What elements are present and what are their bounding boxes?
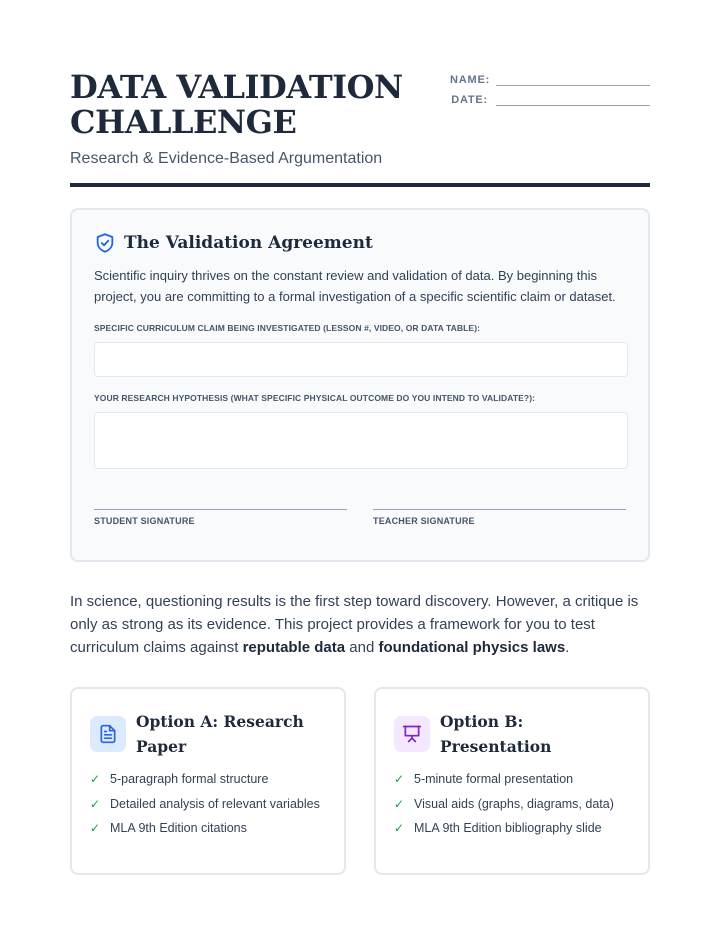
check-icon: ✓ (90, 821, 101, 835)
date-field[interactable] (496, 92, 650, 106)
list-item-text: 5-minute formal presentation (414, 772, 574, 786)
list-item (394, 820, 630, 838)
option-a-icon-box (90, 716, 126, 752)
agreement-title: The Validation Agreement (124, 233, 373, 253)
check-icon: ✓ (394, 796, 405, 811)
date-row (450, 92, 650, 106)
list-item-text: Visual aids (graphs, diagrams, data) (414, 796, 614, 811)
hypothesis-input[interactable] (94, 412, 628, 469)
claim-input[interactable] (94, 342, 628, 377)
name-label: NAME: (450, 74, 491, 86)
list-item (394, 771, 630, 789)
list-item-text: 5-paragraph formal structure (110, 772, 269, 786)
shield-check-icon (94, 232, 116, 254)
option-a-card (70, 687, 346, 875)
option-a-header (90, 709, 326, 759)
intro-paragraph (70, 590, 655, 659)
page-header (70, 70, 650, 188)
option-b-card (374, 687, 650, 875)
validation-agreement-card (70, 208, 650, 562)
agreement-body: Scientific inquiry thrives on the constant review and validation of data. By beginning this project, you are committing to a formal investigation of a specific scientific claim or dataset. (94, 268, 616, 304)
intro-text-1: In science, questioning results is the first step toward discovery. However, a critique is only as strong as its evidence. This project provides a framework for you to test curriculum claims against (70, 593, 639, 656)
list-item-text: MLA 9th Edition citations (110, 821, 247, 835)
list-item (394, 796, 630, 814)
teacher-signature-line[interactable] (373, 509, 626, 510)
claim-label: SPECIFIC CURRICULUM CLAIM BEING INVESTIGATED (LESSON #, VIDEO, OR DATA TABLE): (94, 323, 481, 333)
student-signature-line[interactable] (94, 509, 347, 510)
list-item (90, 820, 326, 838)
intro-bold-2: foundational physics laws (378, 639, 566, 656)
intro-text-2: and (345, 639, 379, 656)
student-signature-label: STUDENT SIGNATURE (94, 516, 195, 526)
intro-bold-1: reputable data (242, 639, 346, 656)
option-b-list (394, 771, 630, 838)
option-a-title: Option A: Research Paper (136, 712, 304, 756)
page-subtitle: Research & Evidence-Based Argumentation (70, 150, 383, 167)
check-icon: ✓ (394, 821, 405, 835)
name-date-block (450, 72, 650, 112)
teacher-signature-label: TEACHER SIGNATURE (373, 516, 475, 526)
list-item-text: Detailed analysis of relevant variables (110, 796, 320, 811)
list-item (90, 771, 326, 789)
list-item (90, 796, 326, 814)
option-a-list (90, 771, 326, 838)
option-b-header (394, 709, 630, 759)
name-row (450, 72, 650, 86)
hypothesis-label: YOUR RESEARCH HYPOTHESIS (WHAT SPECIFIC PHYSICAL OUTCOME DO YOU INTEND TO VALIDATE?): (94, 393, 536, 403)
header-divider (70, 183, 650, 187)
intro-text-3: . (565, 639, 570, 656)
option-b-title: Option B: Presentation (440, 712, 552, 756)
presentation-icon (402, 724, 422, 744)
name-field[interactable] (496, 72, 650, 86)
check-icon: ✓ (394, 772, 405, 786)
teacher-signature (373, 509, 626, 526)
signature-row (94, 509, 626, 526)
page-title: DATA VALIDATION CHALLENGE (70, 68, 403, 141)
check-icon: ✓ (90, 772, 101, 786)
list-item-text: MLA 9th Edition bibliography slide (414, 821, 602, 835)
agreement-header (94, 232, 626, 254)
option-b-icon-box (394, 716, 430, 752)
date-label: DATE: (451, 94, 488, 106)
document-icon (98, 724, 118, 744)
check-icon: ✓ (90, 796, 101, 811)
student-signature (94, 509, 347, 526)
